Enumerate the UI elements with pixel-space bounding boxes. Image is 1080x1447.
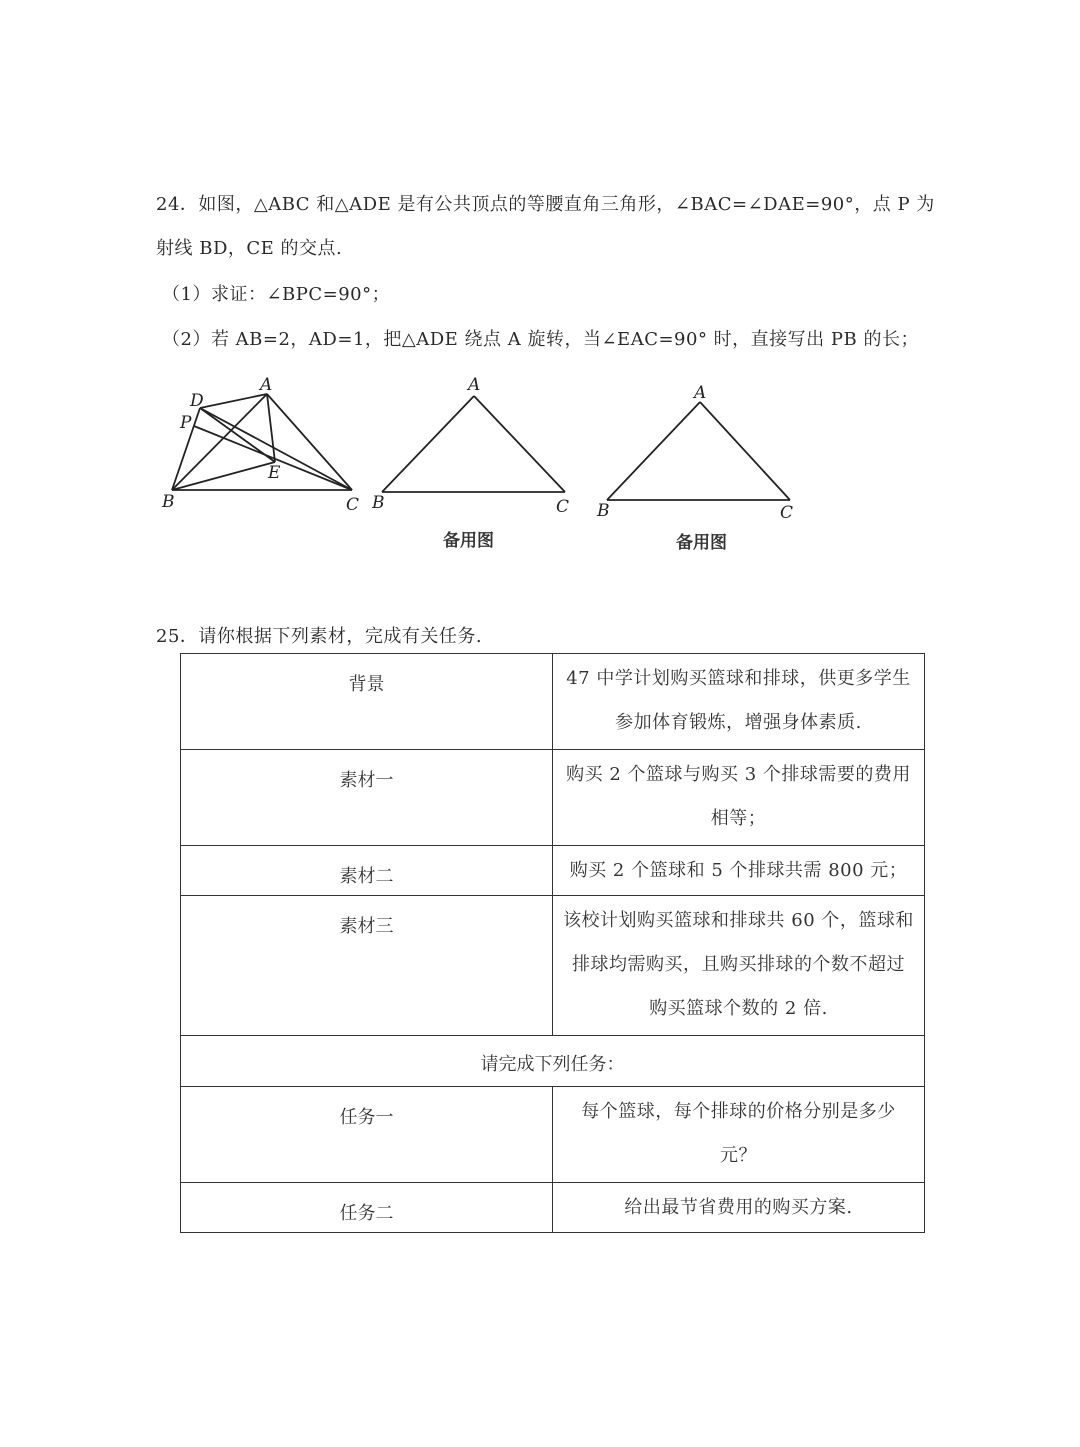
content-line: 给出最节省费用的购买方案. xyxy=(624,1197,853,1218)
row-content-background xyxy=(553,654,925,750)
spare2-label-a: A xyxy=(694,383,707,403)
segment-ae xyxy=(267,394,275,462)
segment-be xyxy=(172,462,275,490)
row-content-material-3 xyxy=(553,896,925,1036)
q24-statement-line2: 射线 BD，CE 的交点. xyxy=(156,238,343,259)
row-label-material-2: 素材二 xyxy=(181,846,553,896)
spare1-label-a: A xyxy=(468,375,481,395)
row-content-material-2 xyxy=(553,846,925,896)
row-content-material-1 xyxy=(553,750,925,846)
table-row xyxy=(181,654,925,750)
content-line: 47 中学计划购买篮球和排球，供更多学生 xyxy=(566,668,911,689)
label-c: C xyxy=(346,495,360,515)
q25-title: 25．请你根据下列素材，完成有关任务. xyxy=(156,626,483,647)
row-content-task-1 xyxy=(553,1087,925,1183)
content-line: 元？ xyxy=(720,1145,757,1166)
spare1-label-b: B xyxy=(372,493,385,513)
spare2-label-b: B xyxy=(597,501,610,521)
spare2-ab xyxy=(607,402,700,500)
label-b: B xyxy=(162,492,175,512)
row-label-task-1: 任务一 xyxy=(181,1087,553,1183)
label-a: A xyxy=(260,375,273,395)
label-p: P xyxy=(180,413,192,433)
label-d: D xyxy=(190,391,204,411)
task-table xyxy=(180,653,925,1233)
spare2-label-c: C xyxy=(780,503,794,523)
q24-part1: （1）求证：∠BPC=90°； xyxy=(162,284,391,305)
table-row xyxy=(181,1183,925,1233)
content-line: 购买篮球个数的 2 倍. xyxy=(649,998,828,1019)
label-e: E xyxy=(268,463,281,483)
table-row xyxy=(181,1087,925,1183)
spare1-ac xyxy=(474,396,565,492)
content-line: 购买 2 个篮球和 5 个排球共需 800 元； xyxy=(569,860,908,881)
q24-main-figure xyxy=(160,372,370,517)
content-line: 该校计划购买篮球和排球共 60 个，篮球和 xyxy=(563,910,914,931)
table-row xyxy=(181,1036,925,1087)
segment-ad xyxy=(200,394,267,408)
content-line: 排球均需购买，且购买排球的个数不超过 xyxy=(572,954,905,975)
content-line: 相等； xyxy=(710,808,767,829)
spare1-ab xyxy=(382,396,474,492)
spare2-ac xyxy=(700,402,790,500)
spare1-label-c: C xyxy=(556,497,570,517)
q24-spare-figure-1 xyxy=(372,372,582,522)
row-content-task-2 xyxy=(553,1183,925,1233)
segment-ab xyxy=(172,394,267,490)
row-label-task-2: 任务二 xyxy=(181,1183,553,1233)
row-label-background: 背景 xyxy=(181,654,553,750)
row-label-material-3: 素材三 xyxy=(181,896,553,1036)
content-line: 参加体育锻炼，增强身体素质. xyxy=(615,712,862,733)
q24-part2: （2）若 AB=2，AD=1，把△ADE 绕点 A 旋转，当∠EAC=90° 时，直接写出 PB 的长； xyxy=(162,329,919,350)
content-line: 每个篮球，每个排球的价格分别是多少 xyxy=(581,1101,896,1122)
content-line: 购买 2 个篮球与购买 3 个排球需要的费用 xyxy=(566,764,911,785)
q24-spare-figure-2 xyxy=(595,380,805,525)
table-row xyxy=(181,896,925,1036)
spare-figure-caption-1: 备用图 xyxy=(443,531,494,551)
table-row xyxy=(181,750,925,846)
row-label-material-1: 素材一 xyxy=(181,750,553,846)
q24-statement-line1: 24．如图，△ABC 和△ADE 是有公共顶点的等腰直角三角形，∠BAC=∠DAE=90°，点 P 为 xyxy=(156,194,935,215)
spare-figure-caption-2: 备用图 xyxy=(676,533,727,553)
table-row xyxy=(181,846,925,896)
tasks-header: 请完成下列任务： xyxy=(181,1036,925,1087)
